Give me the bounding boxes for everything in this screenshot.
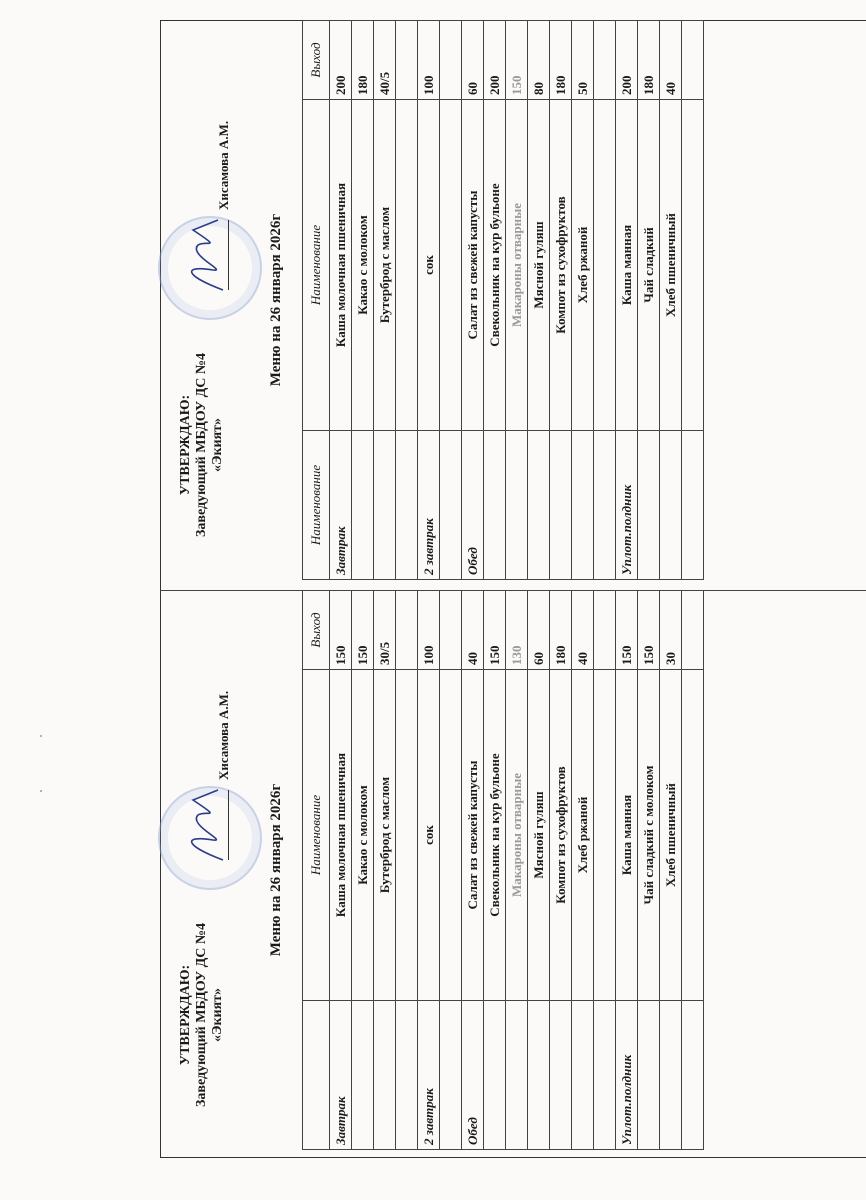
menu-rows-top bbox=[330, 21, 704, 580]
meal-cell bbox=[506, 1001, 528, 1150]
dish-cell bbox=[594, 670, 616, 1001]
output-cell bbox=[440, 21, 462, 100]
approval-title: УТВЕРЖДАЮ: bbox=[178, 394, 193, 496]
menu-section-top bbox=[178, 20, 858, 580]
table-row bbox=[396, 591, 418, 1150]
dish-cell: Хлеб пшеничный bbox=[660, 100, 682, 431]
meal-cell bbox=[506, 431, 528, 580]
output-cell: 50 bbox=[572, 21, 594, 100]
dish-cell: Какао с молоком bbox=[352, 670, 374, 1001]
meal-cell bbox=[572, 1001, 594, 1150]
meal-cell bbox=[484, 1001, 506, 1150]
output-cell: 80 bbox=[528, 21, 550, 100]
header-dish: Наименование bbox=[303, 670, 330, 1001]
table-row bbox=[550, 591, 572, 1150]
table-row bbox=[418, 21, 440, 580]
meal-cell: Завтрак bbox=[330, 1001, 352, 1150]
output-cell bbox=[682, 21, 704, 100]
header-meal bbox=[303, 1001, 330, 1150]
dish-cell: Чай сладкий bbox=[638, 100, 660, 431]
approval-org: «Экият» bbox=[210, 417, 225, 473]
table-row bbox=[484, 591, 506, 1150]
dish-cell: Свекольник на кур бульоне bbox=[484, 670, 506, 1001]
output-cell bbox=[440, 591, 462, 670]
table-row bbox=[660, 21, 682, 580]
signature-line bbox=[228, 790, 229, 860]
meal-cell bbox=[682, 431, 704, 580]
dish-cell: Каша манная bbox=[616, 100, 638, 431]
table-row bbox=[374, 591, 396, 1150]
scan-speck bbox=[40, 790, 42, 792]
approval-position: Заведующий МБДОУ ДС №4 bbox=[194, 923, 209, 1107]
signature-block bbox=[178, 80, 258, 330]
table-row bbox=[682, 21, 704, 580]
meal-cell bbox=[484, 431, 506, 580]
header-meal: Наименование bbox=[303, 431, 330, 580]
scan-speck bbox=[40, 735, 42, 737]
menu-table-top bbox=[302, 20, 704, 580]
dish-cell: Бутерброд с маслом bbox=[374, 100, 396, 431]
dish-cell: Хлеб пшеничный bbox=[660, 670, 682, 1001]
meal-cell bbox=[528, 1001, 550, 1150]
dish-cell bbox=[682, 100, 704, 431]
table-row bbox=[330, 21, 352, 580]
table-row bbox=[638, 591, 660, 1150]
dish-cell: Компот из сухофруктов bbox=[550, 100, 572, 431]
output-cell bbox=[396, 591, 418, 670]
signer-name: Хисамова А.М. bbox=[216, 120, 231, 210]
output-cell: 150 bbox=[506, 21, 528, 100]
output-cell: 180 bbox=[550, 21, 572, 100]
meal-cell bbox=[528, 431, 550, 580]
output-cell: 60 bbox=[528, 591, 550, 670]
dish-cell: Салат из свежей капусты bbox=[462, 670, 484, 1001]
meal-cell bbox=[396, 431, 418, 580]
dish-cell bbox=[440, 670, 462, 1001]
meal-cell bbox=[638, 431, 660, 580]
header-output: Выход bbox=[303, 21, 330, 100]
meal-cell bbox=[374, 431, 396, 580]
menu-rows-bottom bbox=[330, 591, 704, 1150]
meal-cell bbox=[660, 431, 682, 580]
output-cell: 150 bbox=[484, 591, 506, 670]
meal-cell bbox=[440, 1001, 462, 1150]
output-cell bbox=[396, 21, 418, 100]
menu-table-bottom bbox=[302, 590, 704, 1150]
output-cell: 180 bbox=[550, 591, 572, 670]
approval-org: «Экият» bbox=[210, 987, 225, 1043]
menu-title: Меню на 26 января 2026г bbox=[268, 783, 284, 957]
menu-title: Меню на 26 января 2026г bbox=[268, 213, 284, 387]
table-row bbox=[506, 21, 528, 580]
output-cell: 30/5 bbox=[374, 591, 396, 670]
table-row bbox=[638, 21, 660, 580]
dish-cell: Каша манная bbox=[616, 670, 638, 1001]
table-row bbox=[418, 591, 440, 1150]
dish-cell bbox=[682, 670, 704, 1001]
signer-name: Хисамова А.М. bbox=[216, 690, 231, 780]
meal-cell bbox=[572, 431, 594, 580]
dish-cell: Макароны отварные bbox=[506, 670, 528, 1001]
dish-cell: Мясной гуляш bbox=[528, 670, 550, 1001]
table-row bbox=[352, 21, 374, 580]
meal-cell bbox=[440, 431, 462, 580]
table-row bbox=[396, 21, 418, 580]
dish-cell: Свекольник на кур бульоне bbox=[484, 100, 506, 431]
meal-cell bbox=[352, 1001, 374, 1150]
meal-cell: 2 завтрак bbox=[418, 431, 440, 580]
dish-cell: Бутерброд с маслом bbox=[374, 670, 396, 1001]
header-output: Выход bbox=[303, 591, 330, 670]
table-row bbox=[506, 591, 528, 1150]
table-row bbox=[374, 21, 396, 580]
header-dish: Наименование bbox=[303, 100, 330, 431]
output-cell: 150 bbox=[638, 591, 660, 670]
output-cell: 150 bbox=[330, 591, 352, 670]
meal-cell bbox=[396, 1001, 418, 1150]
output-cell: 100 bbox=[418, 21, 440, 100]
output-cell: 200 bbox=[330, 21, 352, 100]
meal-cell bbox=[352, 431, 374, 580]
dish-cell: Компот из сухофруктов bbox=[550, 670, 572, 1001]
signature-image bbox=[178, 780, 238, 870]
dish-cell: сок bbox=[418, 100, 440, 431]
table-row bbox=[462, 21, 484, 580]
output-cell: 150 bbox=[616, 591, 638, 670]
output-cell bbox=[594, 591, 616, 670]
dish-cell: Хлеб ржаной bbox=[572, 100, 594, 431]
signature-image bbox=[178, 210, 238, 300]
output-cell bbox=[682, 591, 704, 670]
dish-cell: Мясной гуляш bbox=[528, 100, 550, 431]
output-cell: 40 bbox=[660, 21, 682, 100]
meal-cell bbox=[594, 1001, 616, 1150]
output-cell: 200 bbox=[616, 21, 638, 100]
table-row bbox=[594, 591, 616, 1150]
meal-cell: Обед bbox=[462, 431, 484, 580]
meal-cell: Уплот.полдник bbox=[616, 431, 638, 580]
table-row bbox=[528, 591, 550, 1150]
output-cell: 130 bbox=[506, 591, 528, 670]
table-row bbox=[572, 591, 594, 1150]
meal-cell bbox=[550, 431, 572, 580]
output-cell: 180 bbox=[638, 21, 660, 100]
output-cell: 200 bbox=[484, 21, 506, 100]
approval-position: Заведующий МБДОУ ДС №4 bbox=[194, 353, 209, 537]
table-row bbox=[550, 21, 572, 580]
table-row bbox=[616, 591, 638, 1150]
table-header-row bbox=[303, 21, 330, 580]
table-row bbox=[594, 21, 616, 580]
table-row bbox=[572, 21, 594, 580]
meal-cell bbox=[550, 1001, 572, 1150]
output-cell bbox=[594, 21, 616, 100]
dish-cell: Чай сладкий с молоком bbox=[638, 670, 660, 1001]
output-cell: 60 bbox=[462, 21, 484, 100]
approval-block bbox=[178, 920, 226, 1110]
meal-cell bbox=[682, 1001, 704, 1150]
table-row bbox=[484, 21, 506, 580]
approval-title: УТВЕРЖДАЮ: bbox=[178, 964, 193, 1066]
dish-cell bbox=[396, 100, 418, 431]
table-row bbox=[682, 591, 704, 1150]
signature-block bbox=[178, 650, 258, 900]
output-cell: 100 bbox=[418, 591, 440, 670]
output-cell: 150 bbox=[352, 591, 374, 670]
dish-cell: Каша молочная пшеничная bbox=[330, 670, 352, 1001]
signature-line bbox=[228, 220, 229, 290]
dish-cell: Хлеб ржаной bbox=[572, 670, 594, 1001]
table-row bbox=[440, 591, 462, 1150]
meal-cell bbox=[660, 1001, 682, 1150]
output-cell: 40/5 bbox=[374, 21, 396, 100]
table-row bbox=[330, 591, 352, 1150]
dish-cell: Каша молочная пшеничная bbox=[330, 100, 352, 431]
dish-cell bbox=[396, 670, 418, 1001]
table-row bbox=[616, 21, 638, 580]
table-row bbox=[528, 21, 550, 580]
meal-cell: Уплот.полдник bbox=[616, 1001, 638, 1150]
dish-cell bbox=[440, 100, 462, 431]
approval-block bbox=[178, 350, 226, 540]
table-row bbox=[352, 591, 374, 1150]
table-header-row bbox=[303, 591, 330, 1150]
table-row bbox=[462, 591, 484, 1150]
output-cell: 180 bbox=[352, 21, 374, 100]
dish-cell: сок bbox=[418, 670, 440, 1001]
dish-cell: Макароны отварные bbox=[506, 100, 528, 431]
output-cell: 40 bbox=[572, 591, 594, 670]
meal-cell bbox=[638, 1001, 660, 1150]
dish-cell: Какао с молоком bbox=[352, 100, 374, 431]
table-row bbox=[660, 591, 682, 1150]
meal-cell: Обед bbox=[462, 1001, 484, 1150]
output-cell: 30 bbox=[660, 591, 682, 670]
meal-cell: 2 завтрак bbox=[418, 1001, 440, 1150]
meal-cell: Завтрак bbox=[330, 431, 352, 580]
menu-section-bottom bbox=[178, 590, 858, 1150]
table-row bbox=[440, 21, 462, 580]
meal-cell bbox=[594, 431, 616, 580]
dish-cell bbox=[594, 100, 616, 431]
meal-cell bbox=[374, 1001, 396, 1150]
output-cell: 40 bbox=[462, 591, 484, 670]
dish-cell: Салат из свежей капусты bbox=[462, 100, 484, 431]
